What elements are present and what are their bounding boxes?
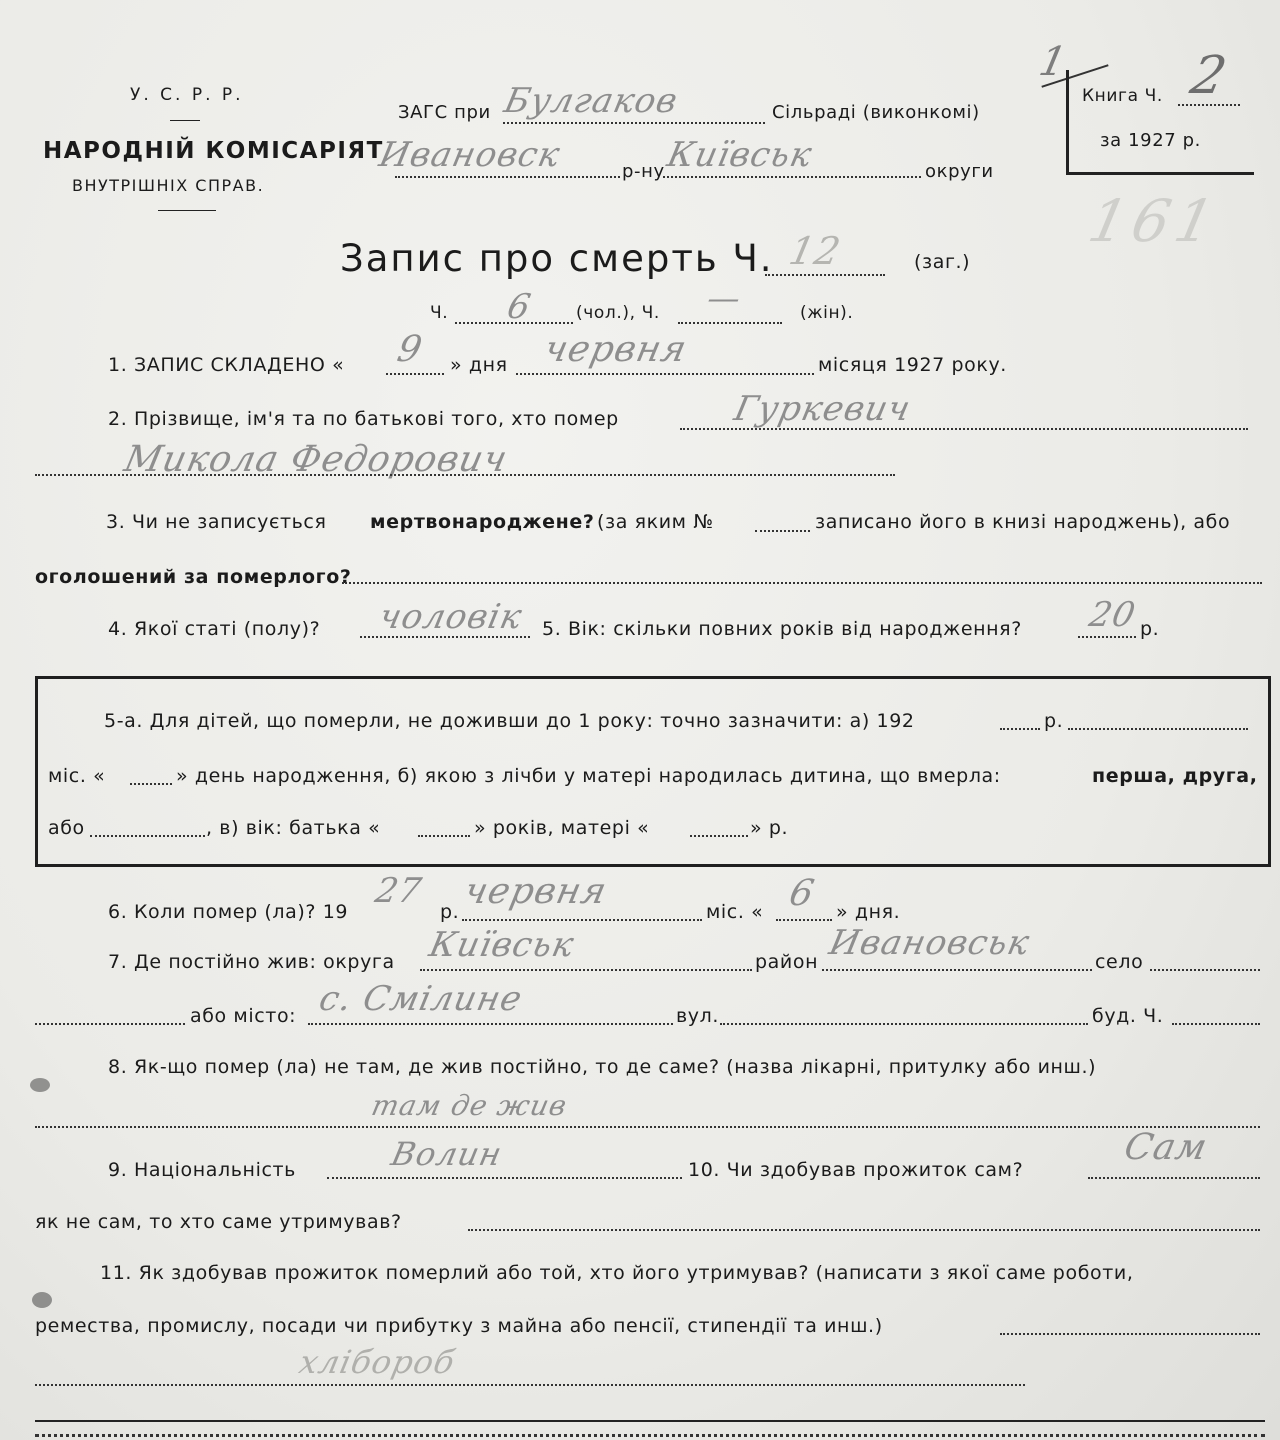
silradi-label: Сільраді (виконкомі): [772, 102, 980, 123]
item6-mis: міс. «: [706, 901, 764, 923]
hw-item2-name: Микола Федорович: [120, 439, 512, 480]
item3-declared-dead: оголошений за померлого?: [35, 566, 352, 588]
box5a-line3a: або: [48, 817, 85, 839]
item3-line2: [342, 582, 1262, 584]
item3-stillborn: мертвонароджене?: [370, 511, 595, 533]
zags-label: ЗАГС при: [398, 102, 491, 123]
item5-line: [1078, 636, 1136, 638]
divider: [158, 210, 216, 211]
item7-raion: район: [755, 951, 819, 973]
item6-r: р.: [440, 901, 460, 923]
box5a-month-line: [1068, 728, 1248, 730]
item6-month-line: [462, 919, 702, 921]
hw-item11: хлібороб: [295, 1343, 459, 1381]
item3-rest: записано його в книзі народжень), або: [815, 511, 1231, 533]
item7-okrug-line: [420, 969, 752, 971]
item7-street-line: [720, 1023, 1088, 1025]
hw-item6-day: 6: [785, 873, 819, 914]
item2-label: 2. Прізвище, ім'я та по батькові того, хто помер: [108, 408, 619, 430]
rnu-label: р-ну: [622, 161, 665, 182]
box5a-line2b: » день народження, б) якою з лічби у матері народилась дитина, що вмерла:: [176, 765, 1001, 787]
item11-line3: [35, 1384, 1025, 1386]
item7-house-line: [1172, 1023, 1260, 1025]
box5a-year-line: [1000, 728, 1040, 730]
hw-item1-day: 9: [393, 329, 427, 370]
item6-day-line: [776, 919, 832, 921]
item10-line2-dots: [468, 1229, 1260, 1231]
female-count-line: [678, 322, 782, 324]
okrugy-label: округи: [925, 161, 994, 182]
item6-end: » дня.: [836, 901, 901, 923]
item9-line: [327, 1177, 682, 1179]
box5a-mother-line: [690, 835, 748, 837]
item8-label: 8. Як-що помер (ла) не там, де жив постійно, то де саме? (назва лікарні, притулку або инш.): [108, 1056, 1097, 1078]
internal-affairs-label: ВНУТРІШНІХ СПРАВ.: [72, 176, 265, 195]
item3-number-label: (за яким №: [597, 511, 714, 533]
hw-district: Ивановск: [375, 135, 564, 175]
hw-record-number: 12: [785, 229, 846, 273]
hw-male-count: 6: [503, 287, 535, 327]
hw-corner-number: 161: [1082, 187, 1226, 255]
record-number-line: [765, 274, 885, 276]
item3-number-line: [755, 530, 810, 532]
item2-line1: [680, 428, 1248, 430]
box5a-line3d: » р.: [750, 817, 789, 839]
hw-item1-month: червня: [540, 329, 691, 370]
hw-item8: там де жив: [368, 1089, 571, 1122]
hw-item5-age: 20: [1085, 595, 1140, 635]
item11-line2-dots: [1000, 1333, 1260, 1335]
item1-end: місяця 1927 року.: [818, 354, 1007, 376]
item7-line2-start: [35, 1023, 185, 1025]
punch-mark: [32, 1292, 52, 1308]
hw-item2-surname: Гуркевич: [730, 389, 915, 429]
divider: [170, 120, 200, 121]
item10-label: 10. Чи здобував прожиток сам?: [688, 1159, 1024, 1181]
item6-label: 6. Коли помер (ла)? 19: [108, 901, 349, 923]
item7-selo-line: [1150, 969, 1260, 971]
item5-label: 5. Вік: скільки повних років від народження?: [542, 618, 1022, 640]
item5-end: р.: [1140, 618, 1160, 640]
zhin-label: (жін).: [800, 303, 854, 323]
item4-label: 4. Якої статі (полу)?: [108, 618, 321, 640]
punch-mark: [30, 1078, 50, 1092]
item7-selo: село: [1095, 951, 1144, 973]
hw-book-number: 2: [1185, 46, 1233, 106]
item1-day-line: [386, 373, 444, 375]
bottom-rule: [35, 1420, 1265, 1422]
item10-line: [1088, 1177, 1260, 1179]
item11-line2: ремества, промислу, посади чи прибутку з майна або пенсії, стипендії та инш.): [35, 1315, 883, 1337]
box5a-bold: перша, друга,: [1092, 765, 1258, 787]
box5a-order-line: [90, 835, 205, 837]
book-label: Книга Ч.: [1082, 86, 1163, 106]
okrug-line: [663, 176, 921, 178]
hw-female-count: —: [703, 279, 746, 317]
box5a-line3b: , в) вік: батька «: [206, 817, 381, 839]
hw-item9: Волин: [387, 1135, 506, 1173]
item7-bud: буд. Ч.: [1092, 1005, 1164, 1027]
hw-item10: Сам: [1120, 1127, 1212, 1168]
item1-label: 1. ЗАПИС СКЛАДЕНО «: [108, 354, 345, 376]
ch-label: Ч.: [430, 303, 449, 323]
item9-label: 9. Національність: [108, 1159, 296, 1181]
hw-item6-year: 27: [371, 871, 426, 911]
box5a-line3c: » років, матері «: [474, 817, 650, 839]
book-year: за 1927 р.: [1100, 130, 1202, 151]
box5a-line2a: міс. «: [48, 765, 106, 787]
ussr-label: У. С. Р. Р.: [130, 85, 244, 105]
item7-raion-line: [822, 969, 1092, 971]
hw-item7-okrug: Київськ: [425, 925, 578, 965]
commissariat-title: НАРОДНІЙ КОМІСАРІЯТ: [43, 138, 384, 164]
item7-vul: вул.: [676, 1005, 720, 1027]
hw-item7-raion: Ивановськ: [825, 923, 1034, 963]
item7-city-line: [308, 1023, 673, 1025]
village-line: [503, 122, 765, 124]
item2-line2: [35, 474, 895, 476]
item8-line: [35, 1126, 1260, 1128]
zag-label: (заг.): [914, 251, 971, 273]
hw-village: Булгаков: [500, 81, 682, 121]
box5a-line1: 5-а. Для дітей, що померли, не доживши до 1 року: точно зазначити: а) 192: [104, 710, 915, 732]
hw-item4-sex: чоловік: [375, 597, 526, 637]
chol-label: (чол.), Ч.: [576, 303, 660, 323]
hw-okrug: Київськ: [663, 135, 816, 175]
form-title: Запис про смерть Ч.: [340, 237, 774, 280]
item1-month-line: [516, 373, 814, 375]
hw-item7-city: с. Смілине: [315, 979, 527, 1019]
item11-line1: 11. Як здобував прожиток померлий або той, хто його утримував? (написати з якої саме роботи,: [100, 1262, 1134, 1284]
item3-label: 3. Чи не записується: [106, 511, 327, 533]
item10-line2: як не сам, то хто саме утримував?: [35, 1211, 402, 1233]
box5a-day-line: [130, 783, 172, 785]
item7-label: 7. Де постійно жив: округа: [108, 951, 395, 973]
district-line: [395, 176, 620, 178]
bottom-cut-line: [35, 1434, 1265, 1437]
hw-corner-mark: 1: [1035, 39, 1072, 85]
box5a-father-line: [418, 835, 470, 837]
box5a-r: р.: [1044, 710, 1064, 732]
item7-misto: або місто:: [190, 1005, 297, 1027]
hw-item6-month: червня: [460, 871, 611, 912]
item1-mid: » дня: [450, 354, 508, 376]
